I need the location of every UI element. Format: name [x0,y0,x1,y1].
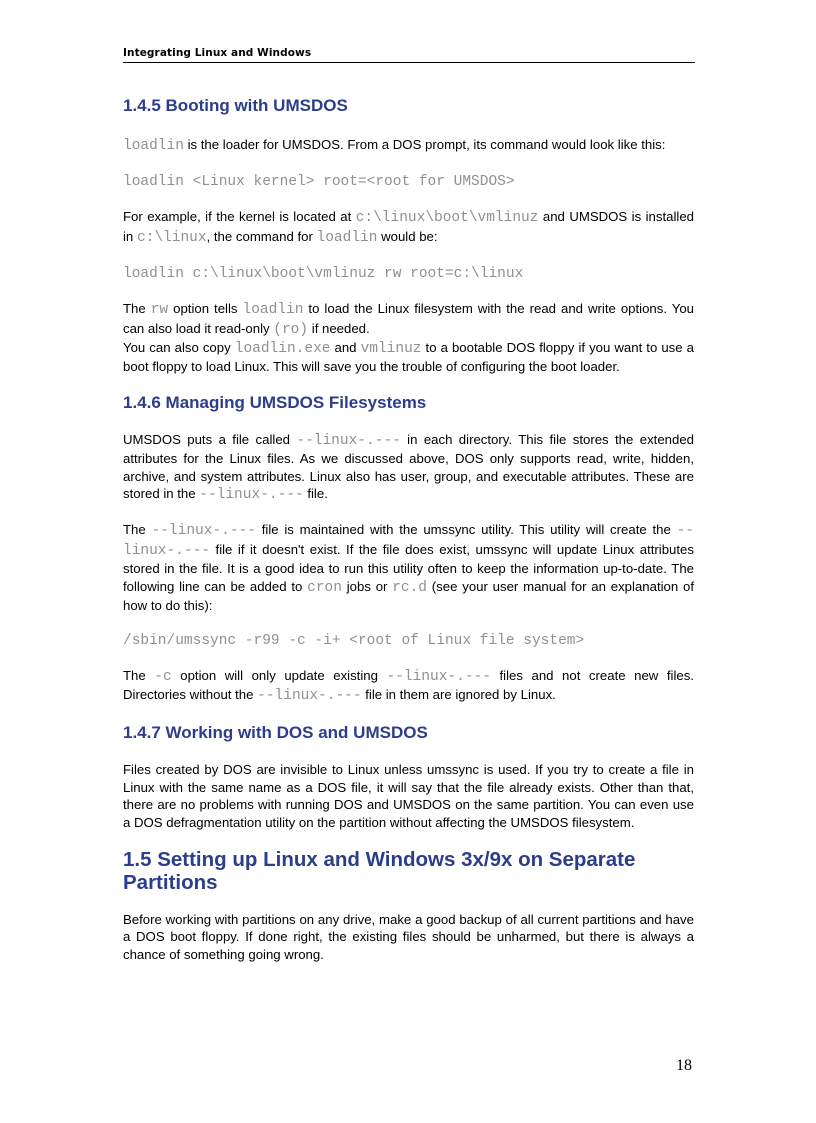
text: (see your user manual for an explanation of how to do this): [123,578,694,614]
text: jobs or [341,578,393,594]
text: to load the Linux filesystem with the read and write options. You can also load it read-only [123,301,695,336]
inline-code: --linux-.--- [296,432,401,449]
code-line: loadlin <Linux kernel> root=<root for UMSDOS> [123,174,515,191]
text: in each directory. This file stores the extended attributes for the Linux files. As we discussed above, DOS only supports read, write, hidden, archive, and system attributes. Linux also has user, group, and executable attributes. These are stored in the [123,431,695,502]
text: , the command for [206,228,317,244]
section-heading-1-4-6: 1.4.6 Managing UMSDOS Filesystems [123,392,427,412]
text: option tells [168,301,243,317]
section-heading-1-4-5: 1.4.5 Booting with UMSDOS [123,96,348,115]
inline-code: rw [150,302,169,319]
text: to a bootable DOS floppy if you want to use a boot floppy to load Linux. This will save you the trouble of configuring the boot loader. [123,340,694,375]
inline-code: loadlin [316,229,378,246]
text: file is maintained with the umssync utility. This utility will create the [255,522,677,538]
header-rule [123,62,695,63]
text: is the loader for UMSDOS. From a DOS prompt, its command would look like this: [183,137,666,152]
text: The [123,301,151,317]
text: file in them are ignored by Linux. [361,686,556,702]
text: if needed. [308,320,370,336]
inline-code: loadlin [242,302,304,319]
text: would be: [377,228,438,244]
code-line: loadlin c:\linux\boot\vmlinuz rw root=c:\linux [123,266,524,283]
inline-code: --linux-.--- [386,668,491,685]
text: You can also copy [123,340,235,356]
paragraph [123,521,694,614]
inline-code: loadlin [123,138,184,154]
inline-code: c:\linux\boot\vmlinuz [355,210,539,227]
paragraph [123,431,694,505]
text: and UMSDOS is installed in [123,209,694,244]
text: The [123,667,155,683]
paragraph [123,339,694,376]
paragraph [123,208,694,247]
page-number: 18 [676,1057,692,1074]
running-header: Integrating Linux and Windows [123,47,312,59]
inline-code: --linux-.--- [199,487,304,504]
text: option will only update existing [171,667,387,683]
text: file. [303,486,328,502]
inline-code: --linux-.--- [151,523,256,540]
inline-code: cron [307,579,342,596]
paragraph [123,136,694,155]
inline-code: --linux-.--- [123,523,694,559]
code-line: /sbin/umssync -r99 -c -i+ <root of Linux file system> [123,632,585,649]
text: files and not create new files. Directories without the [123,667,694,702]
page-content [123,96,694,963]
inline-code: vmlinuz [360,341,422,358]
paragraph [123,300,694,339]
paragraph [123,667,694,706]
text: The [123,522,152,538]
inline-code: c:\linux [136,229,207,246]
paragraph: Before working with partitions on any drive, make a good backup of all current partitions and have a DOS boot floppy. If done right, the existing files should be unharmed, but there is always a chance of something going wrong. [123,911,694,962]
section-heading-1-4-7: 1.4.7 Working with DOS and UMSDOS [123,723,428,743]
text: UMSDOS puts a file called [123,431,297,447]
inline-code: --linux-.--- [257,687,362,704]
text: file if it doesn't exist. If the file does exist, umssync will update Linux attributes stored in the file. It is a good idea to run this utility often to keep the information up-to-date. The following line can be added to [123,541,694,594]
inline-code: rc.d [392,579,428,596]
inline-code: loadlin.exe [234,341,331,358]
text: and [330,340,361,356]
text: For example, if the kernel is located at [123,209,356,225]
inline-code: -c [154,668,172,685]
section-heading-1-5: 1.5 Setting up Linux and Windows 3x/9x on Separate Partitions [123,847,636,894]
inline-code: (ro) [273,321,309,338]
paragraph: Files created by DOS are invisible to Linux unless umssync is used. If you try to create a file in Linux with the same name as a DOS file, it will say that the file already exists. Other than that, there are no problems with running DOS and UMSDOS on the same partition. You can even use a DOS defragmentation utility on the partition without affecting the UMSDOS filesystem. [123,762,694,830]
